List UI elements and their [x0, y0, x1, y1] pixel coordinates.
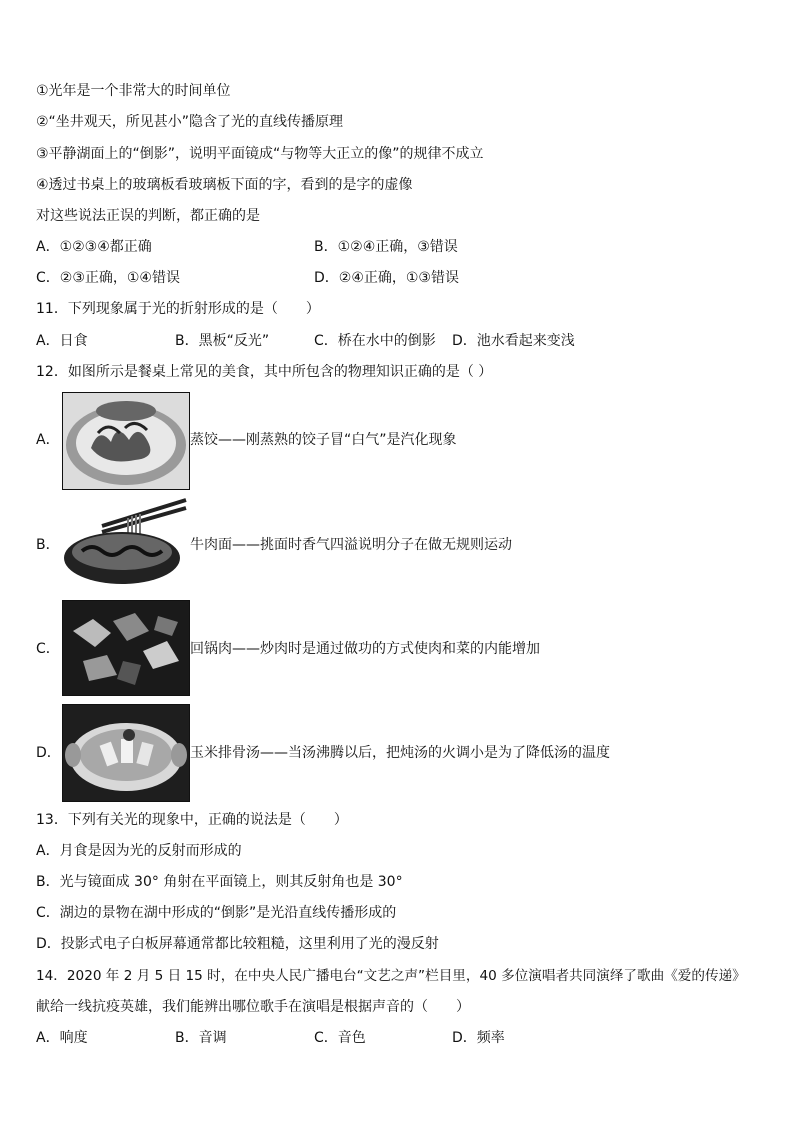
beef-noodles-image: [62, 496, 188, 592]
q14-stem-line1: 14．2020 年 2 月 5 日 15 时，在中央人民广播电台“文艺之声”栏目里，40 多位演唱者共同演绎了歌曲《爱的传递》: [36, 968, 746, 984]
q12-option-a-letter: A．: [36, 432, 60, 448]
q14-stem-line2: 献给一线抗疫英雄，我们能辨出哪位歌手在演唱是根据声音的（ ）: [36, 999, 470, 1015]
q14-option-a: A．响度: [36, 1030, 88, 1046]
q13-option-a: A．月食是因为光的反射而形成的: [36, 843, 242, 859]
q12-stem: 12．如图所示是餐桌上常见的美食，其中所包含的物理知识正确的是（ ）: [36, 364, 493, 380]
q10-option-a: A．①②③④都正确: [36, 239, 152, 255]
corn-rib-soup-image: [62, 704, 190, 802]
q10-option-b: B．①②④正确，③错误: [314, 239, 458, 255]
q12-option-d-text: 玉米排骨汤——当汤沸腾以后，把炖汤的火调小是为了降低汤的温度: [190, 745, 610, 761]
q13-option-c: C．湖边的景物在湖中形成的“倒影”是光沿直线传播形成的: [36, 905, 397, 921]
steamed-dumplings-image: [62, 392, 190, 490]
q12-option-c-text: 回锅肉——炒肉时是通过做功的方式使肉和菜的内能增加: [190, 641, 540, 657]
q13-option-b: B．光与镜面成 30° 角射在平面镜上，则其反射角也是 30°: [36, 874, 403, 890]
statement-3: ③平静湖面上的“倒影”，说明平面镜成“与物等大正立的像”的规律不成立: [36, 146, 484, 162]
statement-4: ④透过书桌上的玻璃板看玻璃板下面的字，看到的是字的虚像: [36, 177, 413, 193]
q12-option-a-text: 蒸饺——刚蒸熟的饺子冒“白气”是汽化现象: [190, 432, 457, 448]
q12-option-d-letter: D．: [36, 745, 61, 761]
q12-option-c-letter: C．: [36, 641, 60, 657]
q10-option-c: C．②③正确，①④错误: [36, 270, 180, 286]
q11-option-d: D．池水看起来变浅: [452, 333, 575, 349]
q13-option-d: D．投影式电子白板屏幕通常都比较粗糙，这里利用了光的漫反射: [36, 936, 439, 952]
q14-option-b: B．音调: [175, 1030, 227, 1046]
q11-option-c: C．桥在水中的倒影: [314, 333, 436, 349]
twice-cooked-pork-image: [62, 600, 190, 696]
q14-option-c: C．音色: [314, 1030, 366, 1046]
statement-1: ①光年是一个非常大的时间单位: [36, 83, 231, 99]
q11-option-b: B．黑板“反光”: [175, 333, 270, 349]
q12-option-b-letter: B．: [36, 537, 60, 553]
q11-option-a: A．日食: [36, 333, 88, 349]
statement-2: ②“坐井观天，所见甚小”隐含了光的直线传播原理: [36, 114, 344, 130]
q11-stem: 11．下列现象属于光的折射形成的是（ ）: [36, 301, 320, 317]
q10-stem: 对这些说法正误的判断，都正确的是: [36, 208, 260, 224]
q13-stem: 13．下列有关光的现象中，正确的说法是（ ）: [36, 812, 348, 828]
q14-option-d: D．频率: [452, 1030, 505, 1046]
q10-option-d: D．②④正确，①③错误: [314, 270, 459, 286]
q12-option-b-text: 牛肉面——挑面时香气四溢说明分子在做无规则运动: [190, 537, 512, 553]
